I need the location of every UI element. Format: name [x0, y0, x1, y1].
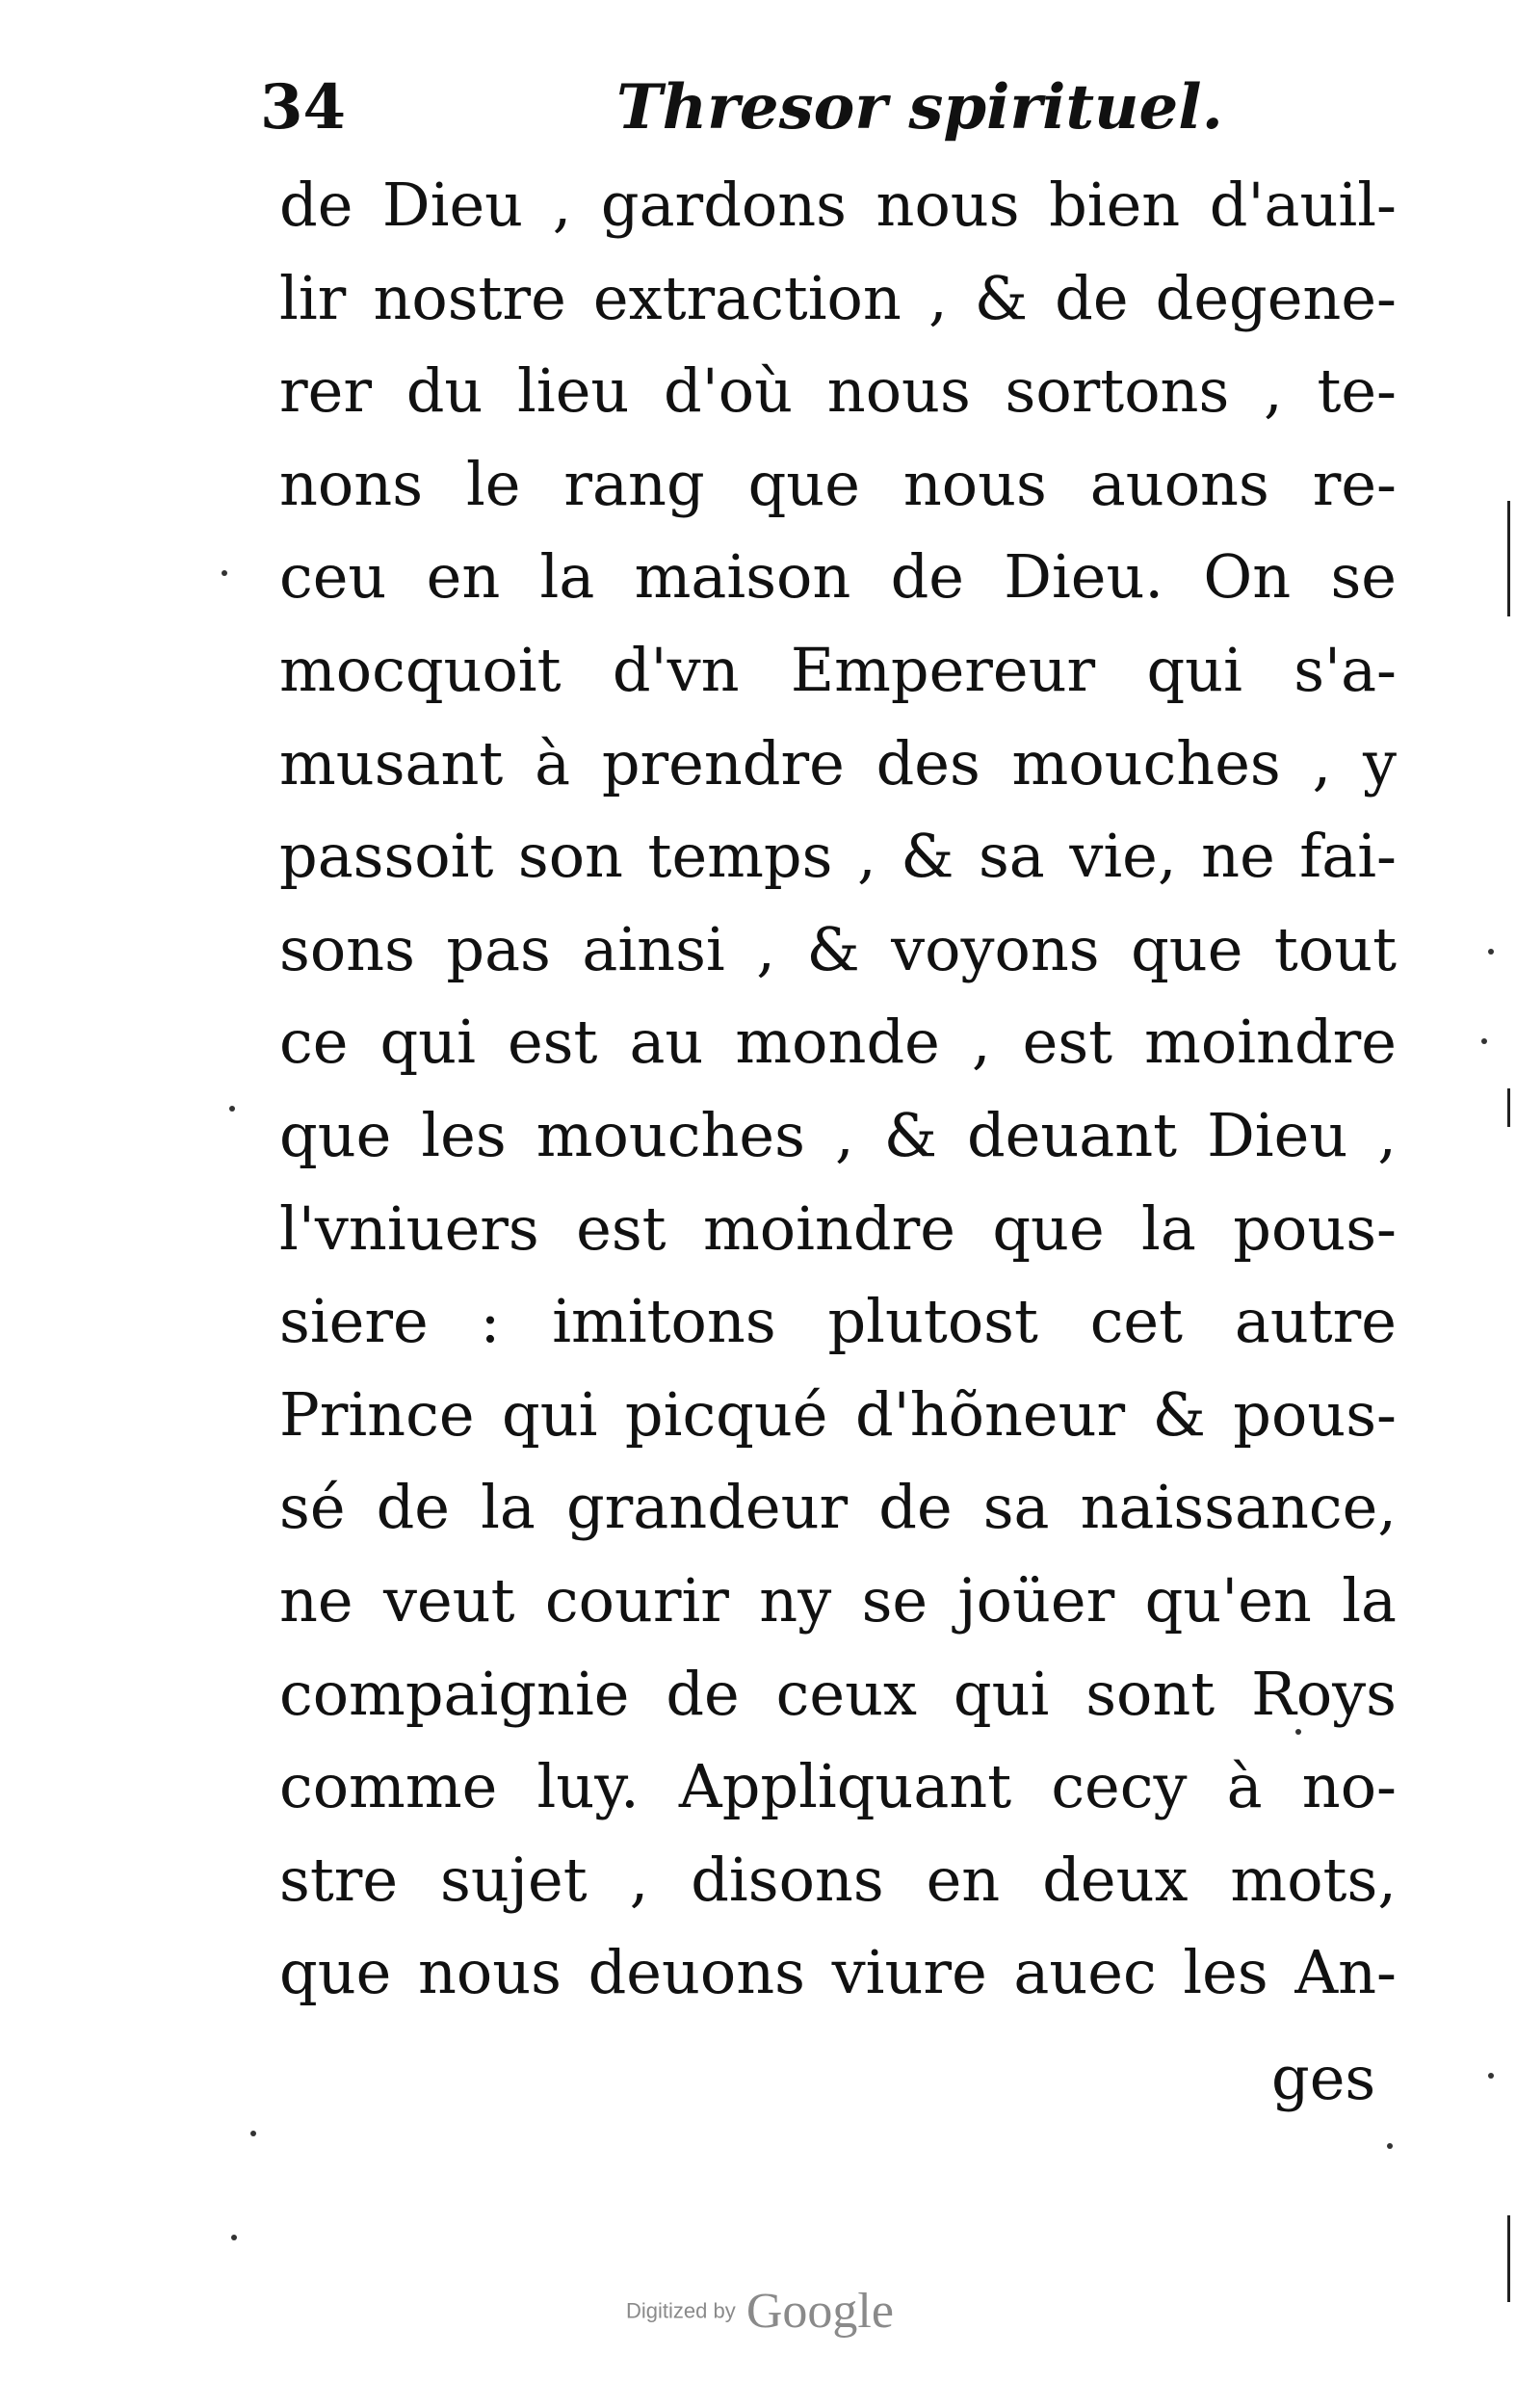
- watermark-prefix: Digitized by: [626, 2298, 736, 2323]
- text-line: mocquoit d'vn Empereur qui s'a-: [279, 634, 1397, 705]
- scan-speck: [1387, 2143, 1393, 2149]
- scan-speck: [1488, 2073, 1494, 2079]
- running-title: Thresor spirituel.: [616, 71, 1223, 144]
- text-line: compaignie de ceux qui sont Roys: [279, 1658, 1397, 1729]
- scan-speck: [229, 1106, 235, 1112]
- text-line: passoit son temps , & sa vie, ne fai-: [279, 821, 1397, 892]
- scan-speck: [231, 2235, 237, 2240]
- text-line: siere : imitons plutost cet autre: [279, 1286, 1397, 1357]
- text-line: l'vniuers est moindre que la pous-: [279, 1192, 1397, 1264]
- text-line: stre sujet , disons en deux mots,: [279, 1844, 1397, 1915]
- scan-speck: [250, 2131, 256, 2136]
- text-line: ce qui est au monde , est moindre: [279, 1007, 1397, 1078]
- text-line: de Dieu , gardons nous bien d'auil-: [279, 170, 1397, 240]
- scan-edge-line: [1507, 501, 1510, 616]
- text-line: que les mouches , & deuant Dieu ,: [279, 1099, 1397, 1170]
- text-line: sons pas ainsi , & voyons que tout: [279, 913, 1397, 984]
- text-line: lir nostre extraction , & de degene-: [279, 262, 1397, 333]
- scan-speck: [1488, 949, 1494, 955]
- text-line: sé de la grandeur de sa naissance,: [279, 1472, 1397, 1543]
- text-line: comme luy. Appliquant cecy à no-: [279, 1751, 1397, 1822]
- text-line: musant à prendre des mouches , y: [279, 727, 1397, 798]
- text-line: ne veut courir ny se joüer qu'en la: [279, 1564, 1397, 1636]
- text-line: ceu en la maison de Dieu. On se: [279, 541, 1397, 613]
- scan-speck: [222, 570, 227, 576]
- scan-edge-line: [1507, 1088, 1510, 1127]
- text-line: rer du lieu d'où nous sortons , te-: [279, 355, 1397, 427]
- text-line: que nous deuons viure auec les An-: [279, 1937, 1397, 2008]
- text-line: Prince qui picqué d'hõneur & pous-: [279, 1378, 1397, 1450]
- text-line: nons le rang que nous auons re-: [279, 448, 1397, 519]
- scan-speck: [1295, 1729, 1301, 1735]
- body-text: [279, 159, 1397, 2020]
- page-header: [260, 60, 1223, 156]
- page-number: 34: [260, 71, 347, 144]
- catchword: ges: [1271, 2043, 1376, 2113]
- watermark-brand: Google: [745, 2284, 894, 2339]
- scan-speck: [1481, 1038, 1487, 1044]
- scan-edge-line: [1507, 2215, 1510, 2302]
- digitization-watermark: [626, 2283, 894, 2350]
